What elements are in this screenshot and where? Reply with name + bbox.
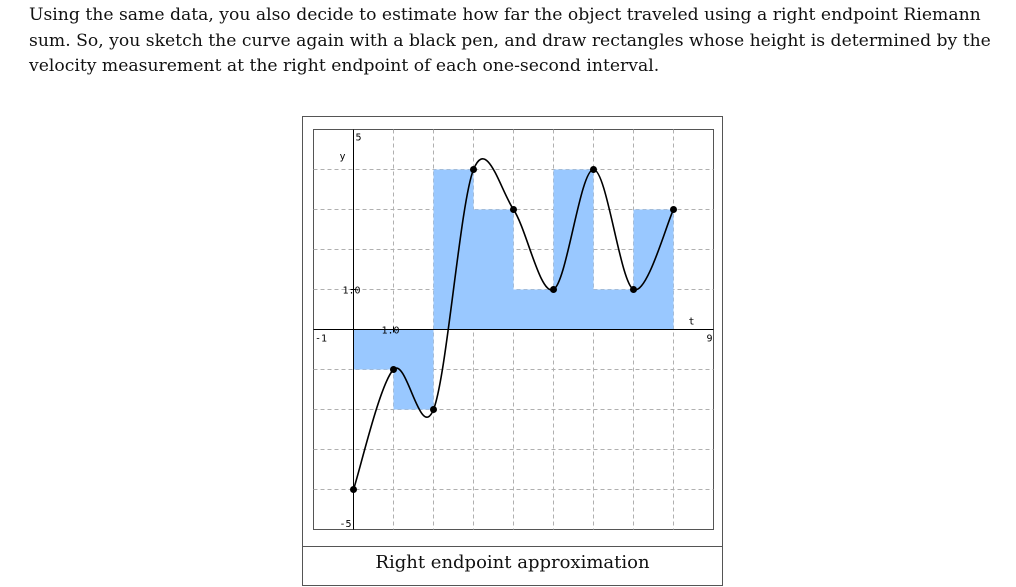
y-min-label: -5 xyxy=(339,519,352,530)
riemann-rectangle xyxy=(594,290,634,330)
x-min-label: -1 xyxy=(315,333,328,345)
figure-panel xyxy=(302,116,723,586)
y-max-label: 5 xyxy=(355,132,362,144)
data-point xyxy=(510,206,517,213)
data-point xyxy=(350,486,357,493)
data-point xyxy=(670,206,677,213)
riemann-rectangle xyxy=(474,210,514,330)
data-point xyxy=(390,366,397,373)
x-axis-label: t xyxy=(688,316,695,328)
riemann-rectangle xyxy=(514,290,554,330)
y-tick-label: 1.0 xyxy=(342,285,361,297)
figure-caption: Right endpoint approximation xyxy=(375,552,650,573)
data-point xyxy=(630,286,637,293)
plot-area xyxy=(313,129,714,530)
intro-paragraph: Using the same data, you also decide to estimate how far the object traveled using a right endpoint Riemann sum. So, you sketch the curve again with a black pen, and draw rectangles whose height is determined by the velocity measurement at the right endpoint of each one-second interval. xyxy=(29,5,991,76)
riemann-rectangle xyxy=(554,170,594,330)
riemann-chart xyxy=(313,129,714,530)
y-axis-label: y xyxy=(339,151,346,163)
data-point xyxy=(590,166,597,173)
x-tick-label: 1.0 xyxy=(381,325,400,337)
data-point xyxy=(430,406,437,413)
data-point xyxy=(470,166,477,173)
x-max-label: 9 xyxy=(706,333,713,345)
caption-box xyxy=(302,546,723,587)
data-point xyxy=(550,286,557,293)
